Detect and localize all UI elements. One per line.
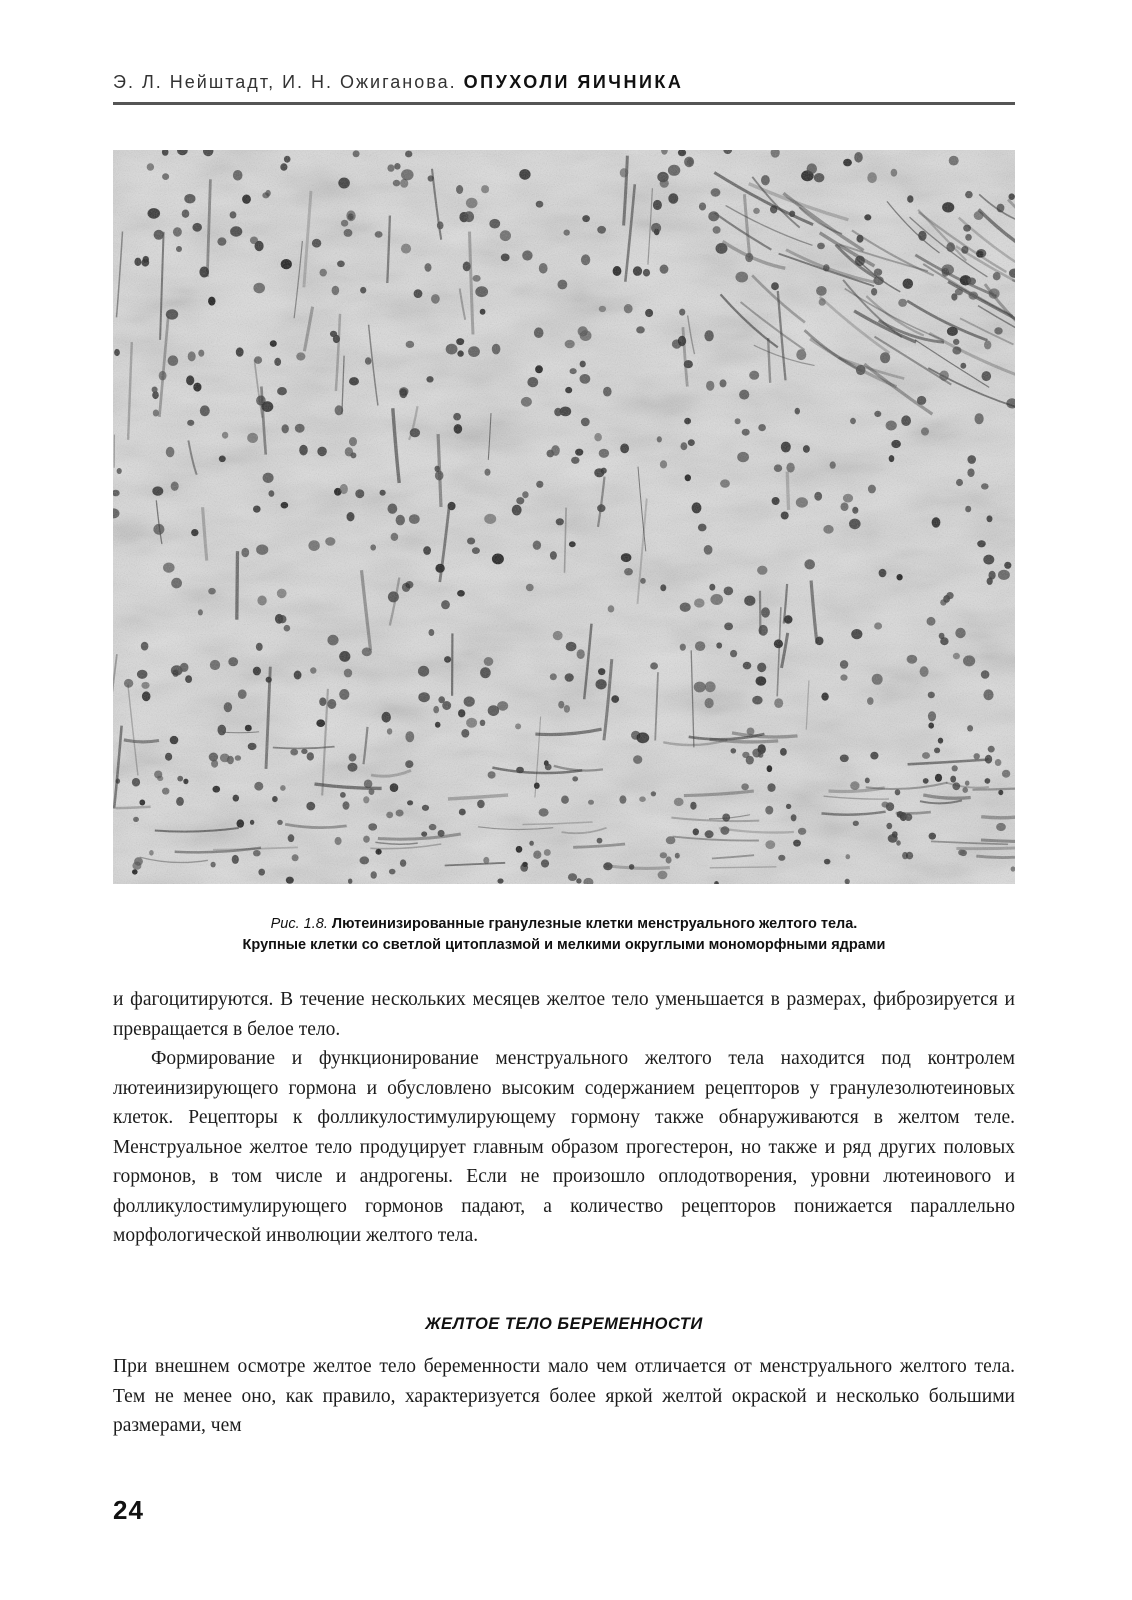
- page-number: 24: [113, 1495, 144, 1525]
- figure-label: Рис. 1.8.: [270, 916, 328, 932]
- header-authors: Э. Л. Нейштадт, И. Н. Ожиганова.: [113, 72, 457, 92]
- body-paragraphs: [113, 985, 1015, 1251]
- caption-line-1: Лютеинизированные гранулезные клетки менструального желтого тела.: [331, 916, 858, 932]
- body-paragraph-after: [113, 1352, 1015, 1441]
- paragraph-continuation: и фагоцитируются. В течение нескольких месяцев желтое тело уменьшается в размерах, фиброзируется и превращается в белое тело.: [113, 989, 1015, 1040]
- header-book-title: ОПУХОЛИ ЯИЧНИКА: [463, 72, 684, 92]
- header-rule: [113, 102, 1015, 105]
- paragraph-formation: Формирование и функционирование менструального желтого тела находится под контролем лютеинизирующего гормона и обусловлено высоким содержанием рецепторов у гранулезолютеиновых клеток. Рецепторы к фолликулостимулирующему гормону также обнаруживаются в желтом теле. Менструальное желтое тело продуцирует главным образом прогестерон, но также и ряд других половых гормонов, в том числе и андрогены. Если не произошло оплодотворения, уровни лютеинового и фолликулостимулирующего гормонов падают, а количество рецепторов понижается параллельно морфологической инволюции желтого тела.: [113, 1048, 1015, 1246]
- section-heading: ЖЕЛТОЕ ТЕЛО БЕРЕМЕННОСТИ: [425, 1315, 703, 1333]
- caption-line-2: Крупные клетки со светлой цитоплазмой и мелкими округлыми мономорфными ядрами: [242, 937, 886, 953]
- micrograph-image: [113, 150, 1015, 884]
- figure-caption: [113, 914, 1015, 956]
- micrograph-figure: [113, 150, 1015, 884]
- running-header: [113, 72, 1015, 93]
- paragraph-pregnancy: При внешнем осмотре желтое тело беременности мало чем отличается от менструального желтого тела. Тем не менее оно, как правило, характеризуется более яркой желтой окраской и несколько большими размерами, чем: [113, 1356, 1015, 1436]
